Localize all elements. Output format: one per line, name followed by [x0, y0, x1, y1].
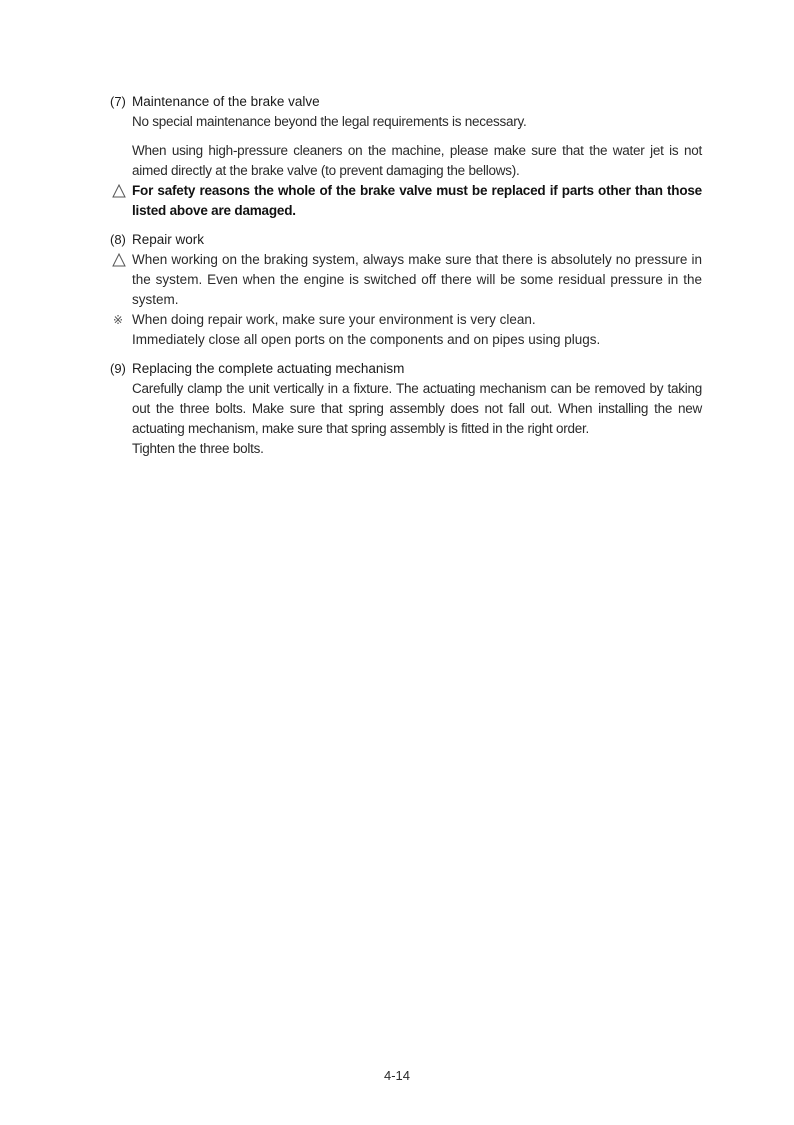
section-title: Replacing the complete actuating mechanism	[132, 361, 405, 376]
warning-note	[110, 250, 702, 310]
section-heading-7	[110, 92, 702, 112]
warning-triangle-icon	[112, 253, 126, 267]
paragraph: Immediately close all open ports on the components and on pipes using plugs.	[132, 332, 601, 347]
section-heading-8	[110, 230, 702, 250]
warning-text: For safety reasons the whole of the brake valve must be replaced if parts other than those listed above are damaged.	[132, 183, 702, 218]
paragraph: Tighten the three bolts.	[132, 441, 264, 456]
section-number: (9)	[110, 361, 126, 376]
warning-note	[110, 181, 702, 221]
paragraph: Carefully clamp the unit vertically in a fixture. The actuating mechanism can be removed by taking out the three bolts. Make sure that spring assembly does not fall out. When installing the new actuating mechanism, make sure that spring assembly is fitted in the right order.	[132, 381, 702, 436]
section-title: Maintenance of the brake valve	[132, 94, 320, 109]
note-text: When doing repair work, make sure your environment is very clean.	[132, 312, 536, 327]
section-title: Repair work	[132, 232, 205, 247]
paragraph: No special maintenance beyond the legal requirements is necessary.	[132, 114, 527, 129]
paragraph: When using high-pressure cleaners on the machine, please make sure that the water jet is not aimed directly at the brake valve (to prevent damaging the bellows).	[132, 143, 702, 178]
document-body	[110, 92, 702, 459]
reference-mark-icon: ※	[113, 313, 124, 327]
reference-note	[110, 310, 702, 330]
warning-triangle-icon	[112, 184, 126, 198]
section-number: (7)	[110, 94, 126, 109]
page-number: 4-14	[383, 1068, 411, 1083]
warning-text: When working on the braking system, always make sure that there is absolutely no pressure in the system. Even when the engine is switched off there will be some residual pressure in the system.	[132, 252, 702, 307]
section-number: (8)	[110, 232, 126, 247]
section-heading-9	[110, 359, 702, 379]
